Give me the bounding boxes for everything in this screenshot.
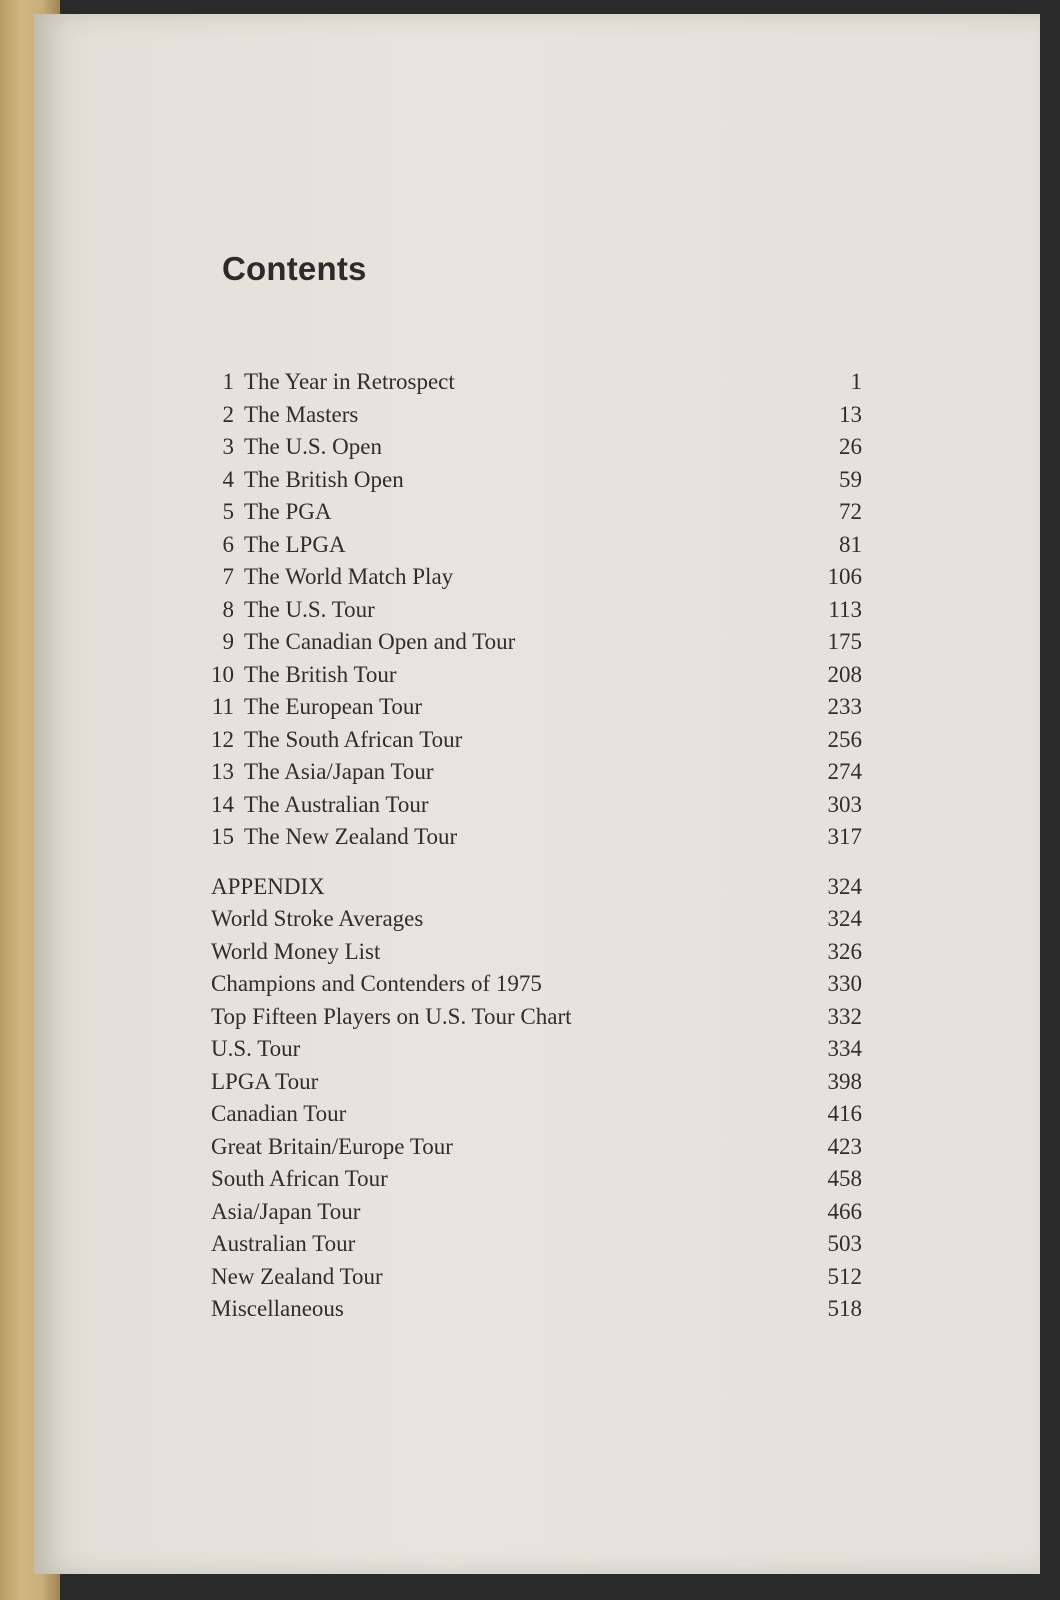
appendix-page-number: 334 [827,1036,862,1061]
chapter-page-number: 106 [827,564,862,589]
appendix-entry[interactable] [204,1066,864,1099]
appendix-title: APPENDIX [211,873,325,899]
chapter-title: The Masters [244,401,359,427]
appendix-title: Asia/Japan Tour [211,1198,361,1224]
chapter-page-number: 256 [827,726,862,752]
chapter-entry[interactable] [204,366,864,399]
chapter-number: 15 [211,824,234,849]
chapter-title: The World Match Play [244,564,454,589]
appendix-title: Top Fifteen Players on U.S. Tour Chart [211,1003,572,1029]
appendix-entry[interactable] [204,1261,864,1294]
chapter-title: The Australian Tour [244,791,429,817]
appendix-title: Canadian Tour [211,1101,347,1126]
chapter-number: 12 [211,726,234,752]
chapter-title: The U.S. Open [244,434,382,459]
chapter-page-number: 274 [827,759,862,784]
chapter-title: The Asia/Japan Tour [244,759,434,784]
chapter-number: 5 [222,499,234,524]
appendix-title: South African Tour [211,1166,388,1191]
chapter-title: The Year in Retrospect [244,369,455,394]
chapter-entry[interactable] [204,821,864,854]
appendix-title: New Zealand Tour [211,1263,383,1289]
chapter-page-number: 233 [827,694,862,719]
chapter-title: The British Tour [244,661,397,687]
chapter-page-number: 208 [827,661,862,687]
chapter-entry[interactable] [204,756,864,789]
chapter-number: 1 [222,369,234,394]
chapter-entry[interactable] [204,691,864,724]
chapter-number: 10 [211,661,234,687]
appendix-page-number: 398 [827,1068,862,1094]
chapter-number: 2 [222,401,234,427]
chapter-number: 9 [222,629,234,654]
appendix-entry[interactable] [204,1163,864,1196]
book-page [34,14,1040,1574]
appendix-page-number: 416 [827,1101,862,1126]
page-title: Contents [222,250,367,287]
appendix-page-number: 518 [827,1296,862,1321]
appendix-title: World Stroke Averages [211,906,424,931]
appendix-list [204,871,864,1326]
chapter-entry[interactable] [204,724,864,757]
appendix-title: Australian Tour [211,1231,356,1256]
appendix-heading[interactable] [204,871,864,904]
appendix-page-number: 466 [827,1198,862,1224]
appendix-page-number: 324 [827,906,862,931]
appendix-entry[interactable] [204,1033,864,1066]
appendix-page-number: 512 [827,1263,862,1289]
chapter-page-number: 72 [839,499,862,524]
chapter-number: 8 [222,596,234,622]
appendix-entry[interactable] [204,936,864,969]
chapter-title: The European Tour [244,694,423,719]
chapter-entry[interactable] [204,594,864,627]
chapter-page-number: 81 [839,531,862,557]
chapter-title: The British Open [244,466,404,492]
appendix-page-number: 458 [827,1166,862,1191]
chapter-number: 14 [211,791,234,817]
appendix-entry[interactable] [204,1293,864,1326]
chapter-number: 6 [222,531,234,557]
section-gap [204,854,864,871]
chapter-title: The PGA [244,499,332,524]
appendix-page-number: 324 [827,873,862,899]
chapter-title: The South African Tour [244,726,463,752]
chapter-page-number: 303 [827,791,862,817]
appendix-entry[interactable] [204,1196,864,1229]
appendix-title: LPGA Tour [211,1068,319,1094]
chapter-number: 11 [211,694,234,719]
chapter-entry[interactable] [204,399,864,432]
appendix-entry[interactable] [204,968,864,1001]
chapter-number: 7 [222,564,234,589]
chapter-number: 3 [222,434,234,459]
chapter-page-number: 113 [828,596,862,622]
chapter-entry[interactable] [204,626,864,659]
appendix-title: Champions and Contenders of 1975 [211,971,542,996]
chapter-title: The U.S. Tour [244,596,375,622]
appendix-entry[interactable] [204,1001,864,1034]
appendix-page-number: 330 [827,971,862,996]
chapter-entry[interactable] [204,496,864,529]
chapter-page-number: 317 [827,824,862,849]
chapter-number: 4 [222,466,234,492]
chapter-entry[interactable] [204,464,864,497]
chapter-title: The Canadian Open and Tour [244,629,516,654]
chapter-title: The LPGA [244,531,346,557]
appendix-title: Miscellaneous [211,1296,344,1321]
chapter-entry[interactable] [204,529,864,562]
appendix-page-number: 332 [827,1003,862,1029]
chapter-entry[interactable] [204,659,864,692]
chapter-entry[interactable] [204,561,864,594]
appendix-title: Great Britain/Europe Tour [211,1133,453,1159]
appendix-page-number: 326 [827,938,862,964]
appendix-entry[interactable] [204,903,864,936]
appendix-title: U.S. Tour [211,1036,301,1061]
chapter-page-number: 1 [850,369,862,394]
appendix-entry[interactable] [204,1098,864,1131]
chapter-title: The New Zealand Tour [244,824,458,849]
appendix-entry[interactable] [204,1131,864,1164]
chapter-list [204,366,864,854]
chapter-page-number: 13 [839,401,862,427]
chapter-page-number: 175 [827,629,862,654]
appendix-page-number: 423 [827,1133,862,1159]
chapter-entry[interactable] [204,431,864,464]
appendix-title: World Money List [211,938,381,964]
chapter-entry[interactable] [204,789,864,822]
appendix-page-number: 503 [827,1231,862,1256]
chapter-page-number: 26 [839,434,862,459]
table-of-contents [204,366,864,1326]
chapter-number: 13 [211,759,234,784]
chapter-page-number: 59 [839,466,862,492]
appendix-entry[interactable] [204,1228,864,1261]
